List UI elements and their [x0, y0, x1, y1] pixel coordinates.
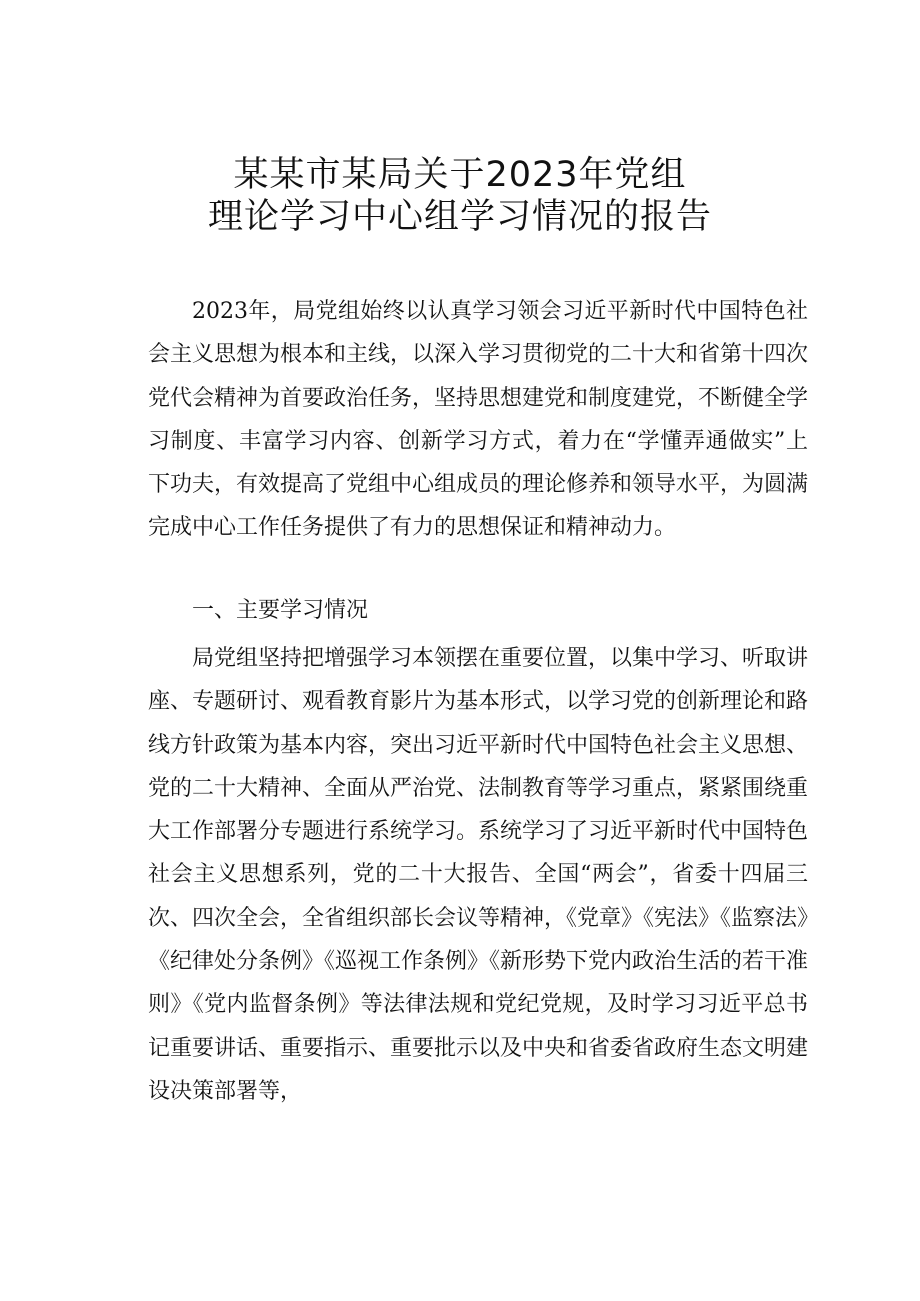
section-paragraph: 局党组坚持把增强学习本领摆在重要位置，以集中学习、听取讲座、专题研讨、观看教育影片为基本形式，以学习党的创新理论和路线方针政策为基本内容，突出习近平新时代中国特色社会主义思想、党的二十大精神、全面从严治党、法制教育等学习重点，紧紧围绕重大工作部署分专题进行系统学习。系统学习了习近平新时代中国特色社会主义思想系列，党的二十大报告、全国“两会”，省委十四届三次、四次全会，全省组织部长会议等精神，《党章》《宪法》《监察法》《纪律处分条例》《巡视工作条例》《新形势下党内政治生活的若干准则》《党内监督条例》等法律法规和党纪党规，及时学习习近平总书记重要讲话、重要指示、重要批示以及中央和省委省政府生态文明建设决策部署等， — [148, 646, 809, 1104]
section-heading: 一、主要学习情况 — [192, 598, 369, 623]
intro-paragraph: 2023年，局党组始终以认真学习领会习近平新时代中国特色社会主义思想为根本和主线，以深入学习贯彻党的二十大和省第十四次党代会精神为首要政治任务，坚持思想建党和制度建党，不断健全学习制度、丰富学习内容、创新学习方式，着力在“学懂弄通做实”上下功夫，有效提高了党组中心组成员的理论修养和领导水平，为圆满完成中心工作任务提供了有力的思想保证和精神动力。 — [148, 299, 809, 541]
document-title-line-2: 理论学习中心组学习情况的报告 — [207, 197, 712, 237]
document-title-line-1: 某某市某局关于2023年党组 — [233, 155, 687, 195]
